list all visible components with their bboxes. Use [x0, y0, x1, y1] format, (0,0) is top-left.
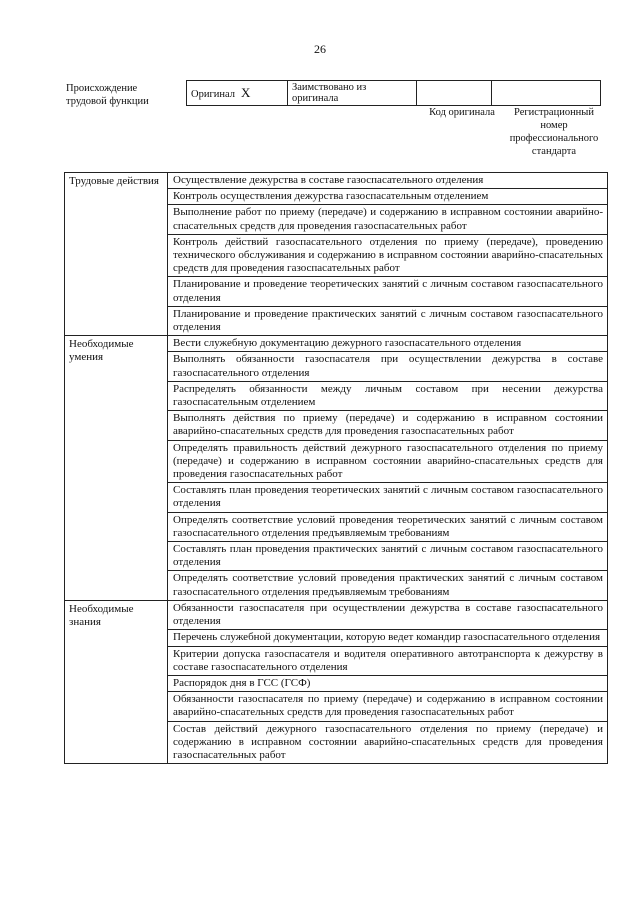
original-mark: X — [241, 84, 251, 100]
category-cell: Трудовые действия — [65, 173, 168, 336]
borrowed-cell: Заимствовано из оригинала — [288, 81, 417, 106]
item-cell: Планирование и проведение теоретических занятий с личным составом газоспасательного отделения — [168, 277, 608, 306]
item-cell: Выполнять действия по приему (передаче) и содержанию в исправном состоянии аварийно-спасательных средств для проведения газоспасательных работ — [168, 411, 608, 440]
item-cell: Определять соответствие условий проведения теоретических занятий с личным составом газоспасательного отделения предъявляемым требованиям — [168, 512, 608, 541]
category-cell: Необходимые знания — [65, 600, 168, 763]
original-cell — [187, 81, 288, 106]
table-row — [65, 173, 608, 189]
item-cell: Распорядок дня в ГСС (ГСФ) — [168, 675, 608, 691]
item-cell: Критерии допуска газоспасателя и водителя оперативного автотранспорта к дежурству в составе газоспасательного отделения — [168, 646, 608, 675]
original-label: Оригинал — [191, 88, 235, 100]
item-cell: Вести служебную документацию дежурного газоспасательного отделения — [168, 336, 608, 352]
item-cell: Контроль действий газоспасательного отделения по приему (передаче), проведению технического обслуживания и содержанию в исправном состоянии аварийно-спасательных средств для проведения газоспасательных работ — [168, 234, 608, 277]
table-row — [65, 336, 608, 352]
page-number: 26 — [314, 42, 326, 56]
item-cell: Составлять план проведения теоретических занятий с личным составом газоспасательного отделения — [168, 483, 608, 512]
category-cell: Необходимые умения — [65, 336, 168, 601]
code-caption: Код оригинала — [429, 107, 495, 118]
item-cell: Определять соответствие условий проведения практических занятий с личным составом газоспасательного отделения предъявляемым требованиям — [168, 571, 608, 600]
item-cell: Определять правильность действий дежурного газоспасательного отделения по приему (передаче) и содержанию в исправном состоянии аварийно-спасательных средств для проведения газоспасательных работ — [168, 440, 608, 483]
item-cell: Обязанности газоспасателя по приему (передаче) и содержанию в исправном состоянии аварийно-спасательных средств для проведения газоспасательных работ — [168, 692, 608, 721]
code-cell — [417, 81, 492, 106]
table-row — [65, 600, 608, 629]
item-cell: Планирование и проведение практических занятий с личным составом газоспасательного отделения — [168, 306, 608, 335]
item-cell: Обязанности газоспасателя при осуществлении дежурства в составе газоспасательного отделения — [168, 600, 608, 629]
item-cell: Состав действий дежурного газоспасательного отделения по приему (передаче) и содержанию в исправном состоянии аварийно-спасательных средств для проведения газоспасательных работ — [168, 721, 608, 764]
item-cell: Выполнение работ по приему (передаче) и содержанию в исправном состоянии аварийно-спасательных средств для проведения газоспасательных работ — [168, 205, 608, 234]
reg-number-cell — [492, 81, 601, 106]
item-cell: Контроль осуществления дежурства газоспасательным отделением — [168, 189, 608, 205]
origin-table — [186, 80, 601, 106]
item-cell: Составлять план проведения практических занятий с личным составом газоспасательного отделения — [168, 542, 608, 571]
reg-number-caption: Регистрационный номер профессионального стандарта — [509, 107, 599, 157]
item-cell: Выполнять обязанности газоспасателя при осуществлении дежурства в составе газоспасательного отделения — [168, 352, 608, 381]
competency-table — [64, 172, 608, 764]
item-cell: Перечень служебной документации, которую ведет командир газоспасательного отделения — [168, 630, 608, 646]
origin-label: Происхождение трудовой функции — [66, 83, 149, 107]
item-cell: Осуществление дежурства в составе газоспасательного отделения — [168, 173, 608, 189]
item-cell: Распределять обязанности между личным составом при несении дежурства газоспасательным отделением — [168, 381, 608, 410]
